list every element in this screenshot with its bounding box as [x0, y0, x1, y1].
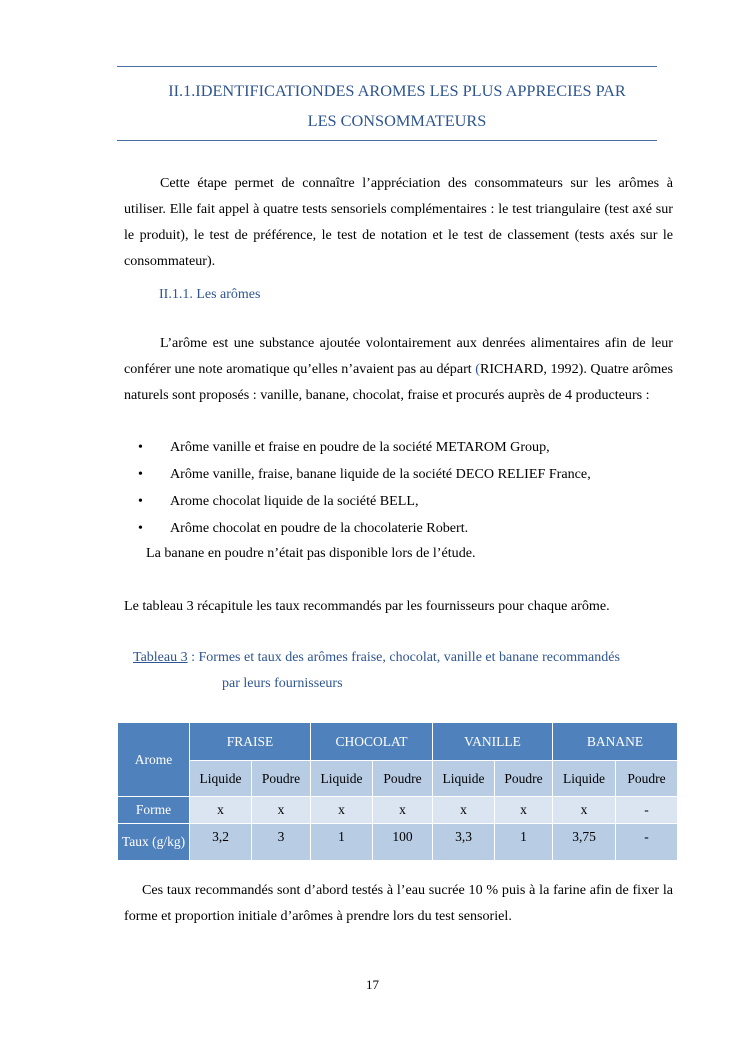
subsection-title: II.1.1. Les arômes	[159, 287, 261, 302]
list-item-text: Arôme vanille, fraise, banane liquide de la société DECO RELIEF France,	[170, 466, 591, 482]
bullet-icon: •	[138, 440, 143, 455]
list-item	[124, 434, 673, 461]
table-subheader-form: Liquide	[433, 761, 495, 797]
aroma-paragraph-text: L’arôme est une substance ajoutée volontairement aux denrées alimentaires afin de leur conférer une note aromatique qu’elles n’avaient pas au départ	[124, 335, 673, 377]
intro-paragraph: Cette étape permet de connaître l’appréciation des consommateurs sur les arômes à utiliser. Elle fait appel à quatre tests sensoriels complémentaires : le test triangulaire (test axé sur le produit), le test de préférence, le test de notation et le test de classement (tests axés sur le consommateur).	[124, 175, 673, 269]
table-caption-text: : Formes et taux des arômes fraise, chocolat, vanille et banane recommandés	[187, 650, 620, 665]
closing-paragraph: Ces taux recommandés sont d’abord testés à l’eau sucrée 10 % puis à la farine afin de fixer la forme et proportion initiale d’arômes à prendre lors du test sensoriel.	[124, 882, 673, 924]
table-cell: x	[373, 797, 433, 824]
table-header-vanille: VANILLE	[433, 723, 553, 761]
table-subheader-form: Poudre	[616, 761, 678, 797]
table-subheader-form: Poudre	[373, 761, 433, 797]
table-row	[118, 797, 678, 824]
table-cell: x	[311, 797, 373, 824]
table-cell: 3,3	[433, 824, 495, 861]
table-cell: -	[616, 824, 678, 861]
banana-note: La banane en poudre n’était pas disponible lors de l’étude.	[146, 545, 476, 561]
table-subheader-form: Poudre	[252, 761, 311, 797]
producer-list	[124, 434, 673, 542]
aroma-paragraph-citation: RICHARD, 1992). Quatre arômes naturels sont proposés : vanille, banane, chocolat, fraise et procurés auprès de 4 producteurs :	[124, 361, 673, 403]
table-subheader-form: Liquide	[553, 761, 616, 797]
aroma-rates-table	[117, 722, 678, 861]
heading-top-rule	[117, 66, 657, 67]
table-row	[118, 824, 678, 861]
table-cell: x	[190, 797, 252, 824]
table-header-banane: BANANE	[553, 723, 678, 761]
section-heading-line-2: LES CONSOMMATEURS	[307, 111, 487, 130]
table-cell: x	[495, 797, 553, 824]
bullet-icon: •	[138, 494, 143, 509]
list-item-text: Arome chocolat liquide de la société BELL,	[170, 493, 419, 509]
table-header-fraise: FRAISE	[190, 723, 311, 761]
aroma-paragraph	[124, 330, 673, 408]
bullet-icon: •	[138, 467, 143, 482]
table-cell: 3,75	[553, 824, 616, 861]
heading-bottom-rule	[117, 140, 657, 141]
table-cell: x	[553, 797, 616, 824]
table-row-label: Forme	[118, 797, 190, 824]
table-header-arome: Arome	[118, 723, 190, 797]
table-cell: x	[252, 797, 311, 824]
section-heading-line-1: II.1.IDENTIFICATIONDES AROMES LES PLUS APPRECIES PAR	[168, 81, 626, 100]
table-subheader-form: Liquide	[190, 761, 252, 797]
table-cell: x	[433, 797, 495, 824]
table-cell: 100	[373, 824, 433, 861]
table-subheader-form: Liquide	[311, 761, 373, 797]
table-subheader-form: Poudre	[495, 761, 553, 797]
list-item-text: Arôme chocolat en poudre de la chocolaterie Robert.	[170, 520, 469, 536]
table-cell: 1	[495, 824, 553, 861]
table-caption-line-1	[133, 650, 620, 666]
table-intro: Le tableau 3 récapitule les taux recommandés par les fournisseurs pour chaque arôme.	[124, 598, 610, 614]
list-item	[124, 461, 673, 488]
table-cell: 1	[311, 824, 373, 861]
table-cell: 3	[252, 824, 311, 861]
table-reference-link: Tableau 3	[133, 650, 188, 665]
citation-paren: (	[475, 361, 480, 377]
list-item	[124, 515, 673, 542]
table-cell: -	[616, 797, 678, 824]
bullet-icon: •	[138, 521, 143, 536]
table-cell: 3,2	[190, 824, 252, 861]
list-item	[124, 488, 673, 515]
table-row-label: Taux (g/kg)	[118, 824, 190, 861]
section-heading	[117, 76, 677, 136]
table-header-chocolat: CHOCOLAT	[311, 723, 433, 761]
table-caption-line-2: par leurs fournisseurs	[222, 676, 343, 691]
page-number: 17	[366, 977, 379, 992]
list-item-text: Arôme vanille et fraise en poudre de la société METAROM Group,	[170, 439, 550, 455]
